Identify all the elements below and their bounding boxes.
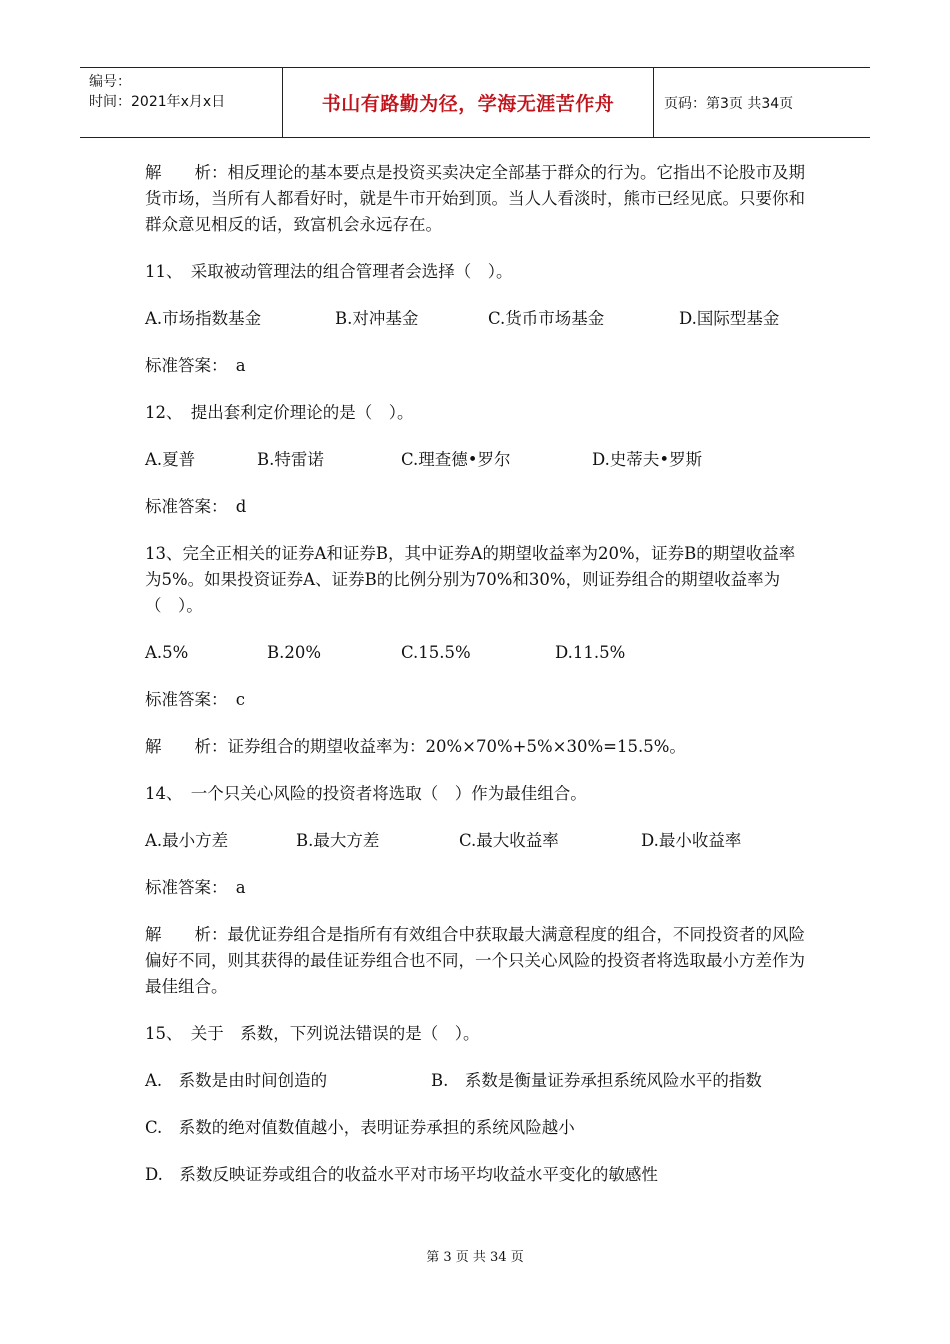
answer-11: 标准答案： a	[145, 356, 246, 375]
question-13: 13、完全正相关的证券A和证券B，其中证券A的期望收益率为20%，证券B的期望收益率为5%。如果投资证券A、证券B的比例分别为70%和30%，则证券组合的期望收益率为（ ）。	[145, 544, 796, 615]
option-c: C. 系数的绝对值数值越小，表明证券承担的系统风险越小	[145, 1118, 575, 1137]
document-body	[145, 160, 810, 1188]
question-11: 11、 采取被动管理法的组合管理者会选择（ ）。	[145, 262, 513, 281]
option-a: A.5%	[145, 643, 189, 662]
question-13-options	[145, 640, 810, 666]
option-b: B.对冲基金	[335, 309, 419, 328]
question-14: 14、 一个只关心风险的投资者将选取（ ）作为最佳组合。	[145, 784, 587, 803]
option-d: D.11.5%	[555, 643, 626, 662]
document-header	[80, 67, 870, 138]
number-label: 编号：	[89, 74, 131, 90]
question-12: 12、 提出套利定价理论的是（ ）。	[145, 403, 414, 422]
option-b: B.最大方差	[296, 831, 380, 850]
explanation-13: 解 析：证券组合的期望收益率为：20%×70%+5%×30%=15.5%。	[145, 737, 686, 756]
header-page-info: 页码：第3页 共34页	[664, 95, 794, 112]
option-c: C.理查德•罗尔	[401, 450, 511, 469]
page-footer: 第 3 页 共 34 页	[426, 1250, 524, 1265]
time-label: 时间：2021年x月x日	[89, 94, 226, 110]
question-12-options	[145, 447, 810, 473]
question-14-options	[145, 828, 810, 854]
answer-14: 标准答案： a	[145, 878, 246, 897]
option-a: A. 系数是由时间创造的	[145, 1071, 328, 1090]
option-b: B.特雷诺	[257, 450, 324, 469]
option-d: D. 系数反映证券或组合的收益水平对市场平均收益水平变化的敏感性	[145, 1165, 658, 1184]
header-motto: 书山有路勤为径，学海无涯苦作舟	[283, 68, 654, 137]
option-d: D.史蒂夫•罗斯	[592, 450, 703, 469]
answer-13: 标准答案： c	[145, 690, 245, 709]
question-15-options-ab	[145, 1068, 810, 1094]
explanation-text: 解 析：相反理论的基本要点是投资买卖决定全部基于群众的行为。它指出不论股市及期货市场，当所有人都看好时，就是牛市开始到顶。当人人看淡时，熊市已经见底。只要你和群众意见相反的话，致富机会永远存在。	[145, 163, 805, 234]
header-meta	[80, 68, 283, 137]
question-15: 15、 关于 系数，下列说法错误的是（ ）。	[145, 1024, 480, 1043]
option-c: C.最大收益率	[459, 831, 559, 850]
question-11-options	[145, 306, 810, 332]
option-b: B. 系数是衡量证券承担系统风险水平的指数	[431, 1071, 762, 1090]
answer-12: 标准答案： d	[145, 497, 247, 516]
option-a: A.市场指数基金	[145, 309, 262, 328]
option-d: D.国际型基金	[679, 309, 780, 328]
option-a: A.最小方差	[145, 831, 229, 850]
option-d: D.最小收益率	[641, 831, 742, 850]
option-a: A.夏普	[145, 450, 196, 469]
option-b: B.20%	[267, 643, 322, 662]
explanation-14: 解 析：最优证券组合是指所有有效组合中获取最大满意程度的组合，不同投资者的风险偏好不同，则其获得的最佳证券组合也不同，一个只关心风险的投资者将选取最小方差作为最佳组合。	[145, 925, 805, 996]
option-c: C.15.5%	[401, 643, 471, 662]
option-c: C.货币市场基金	[488, 309, 605, 328]
